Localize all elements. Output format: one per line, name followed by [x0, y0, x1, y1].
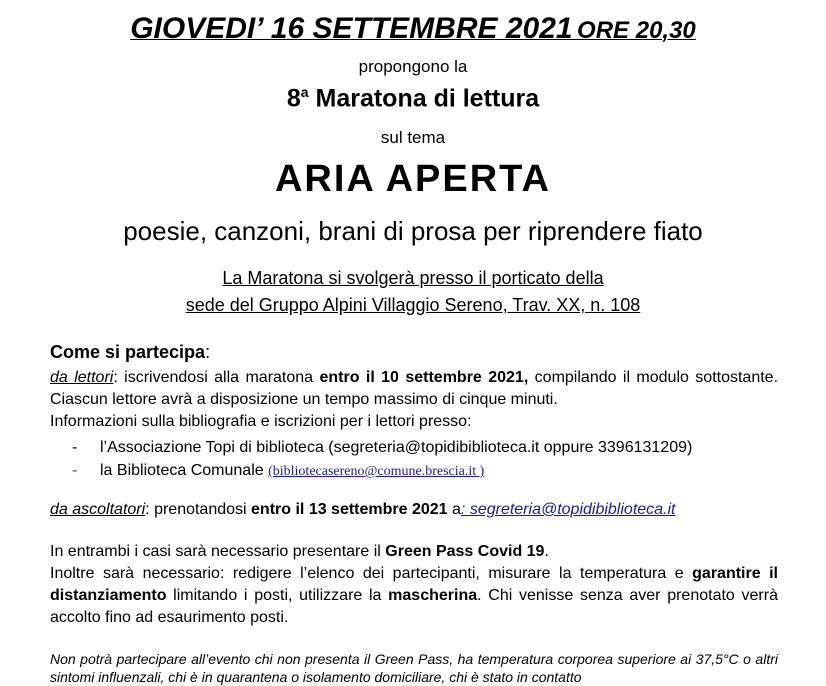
list-item: - l’Associazione Topi di biblioteca (segreteria@topidibiblioteca.it oppure 3396131209)	[72, 439, 693, 456]
requirements-paragraph: In entrambi i casi sarà necessario presentare il Green Pass Covid 19. Inoltre sarà necessario: redigere l’elenco dei partecipanti, misurare la temperatura e garantire il distanziamento limitando i posti, utilizzare la mascherina. Chi venisse senza aver prenotato verrà accolto fino ad esaurimento posti.	[50, 543, 779, 626]
maratona-ordinal: a	[300, 84, 309, 100]
location-line-2: sede del Gruppo Alpini Villaggio Sereno, Trav. XX, n. 108	[185, 295, 641, 315]
ascoltatori-paragraph: da ascoltatori: prenotandosi entro il 13 settembre 2021 a: segreteria@topidibiblioteca.it	[50, 501, 676, 518]
event-time: ORE 20,30	[577, 17, 696, 44]
propongono-text: propongono la	[358, 57, 468, 76]
maratona-title	[0, 84, 826, 113]
distanziamento-text: garantire il distanziamento	[50, 565, 779, 604]
lettori-deadline: entro il 10 settembre 2021,	[319, 369, 529, 386]
list-item: - la Biblioteca Comunale (bibliotecasereno@comune.brescia.it )	[72, 462, 485, 479]
green-pass-text: Green Pass Covid 19	[385, 543, 545, 560]
mascherina-text: mascherina	[388, 587, 478, 604]
biblioteca-email-link[interactable]: (bibliotecasereno@comune.brescia.it )	[268, 464, 485, 479]
event-date: GIOVEDI’ 16 SETTEMBRE 2021	[130, 12, 573, 45]
event-date-heading	[0, 12, 826, 46]
lettori-paragraph: da lettori: iscrivendosi alla maratona entro il 10 settembre 2021, compilando il modulo sottostante. Ciascun lettore avrà a disposizione un tempo massimo di cinque minuti. Informazioni sulla bibliografia e iscrizioni per i lettori presso:	[50, 369, 779, 430]
ascoltatori-deadline: entro il 13 settembre 2021	[251, 501, 448, 518]
info-list	[72, 436, 792, 483]
theme-title: ARIA APERTA	[274, 158, 552, 200]
location-line-1: La Maratona si svolgerà presso il porticato della	[222, 268, 604, 288]
sul-tema-text: sul tema	[380, 128, 446, 147]
info-line: Informazioni sulla bibliografia e iscrizioni per i lettori presso:	[50, 413, 472, 430]
ascoltatori-label: da ascoltatori	[50, 501, 146, 518]
segreteria-email-link[interactable]: : segreteria@topidibiblioteca.it	[460, 501, 676, 518]
maratona-name: Maratona di lettura	[315, 84, 540, 113]
lettori-label: da lettori	[50, 369, 114, 386]
maratona-number: 8	[286, 84, 301, 113]
participation-heading: Come si partecipa:	[50, 342, 211, 362]
covid-note: Non potrà partecipare all’evento chi non presenta il Green Pass, ha temperatura corporea superiore ai 37,5°C o altri sintomi influenzali, chi è in quarantena o isolamento domiciliare, chi è stato in contatto	[50, 651, 778, 685]
theme-subtitle: poesie, canzoni, brani di prosa per riprendere fiato	[123, 216, 703, 246]
